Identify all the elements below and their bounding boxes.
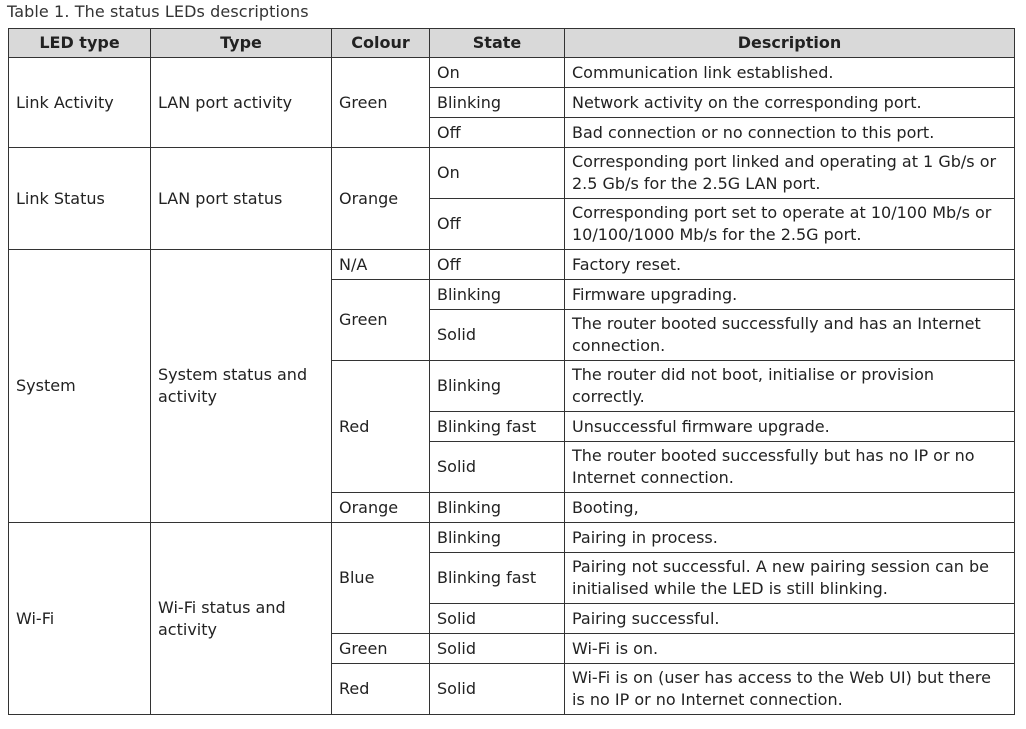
type-cell: System status and activity xyxy=(151,250,332,523)
colour-cell: Green xyxy=(332,280,430,361)
state-cell: Off xyxy=(430,250,565,280)
table-row xyxy=(9,58,1015,88)
description-cell: Factory reset. xyxy=(565,250,1015,280)
description-cell: Network activity on the corresponding port. xyxy=(565,88,1015,118)
description-cell: Pairing not successful. A new pairing session can be initialised while the LED is still blinking. xyxy=(565,553,1015,604)
led-type-cell: Link Activity xyxy=(9,58,151,148)
description-cell: Wi-Fi is on (user has access to the Web UI) but there is no IP or no Internet connection. xyxy=(565,664,1015,715)
led-type-cell: System xyxy=(9,250,151,523)
colour-cell: N/A xyxy=(332,250,430,280)
state-cell: Blinking xyxy=(430,493,565,523)
state-cell: Off xyxy=(430,199,565,250)
state-cell: On xyxy=(430,58,565,88)
led-type-cell: Wi-Fi xyxy=(9,523,151,715)
header-description: Description xyxy=(565,29,1015,58)
state-cell: Blinking xyxy=(430,280,565,310)
colour-cell: Red xyxy=(332,664,430,715)
header-type: Type xyxy=(151,29,332,58)
colour-cell: Green xyxy=(332,634,430,664)
colour-cell: Blue xyxy=(332,523,430,634)
state-cell: Blinking fast xyxy=(430,553,565,604)
description-cell: Firmware upgrading. xyxy=(565,280,1015,310)
table-row xyxy=(9,523,1015,553)
description-cell: Pairing in process. xyxy=(565,523,1015,553)
state-cell: Blinking xyxy=(430,361,565,412)
status-led-table xyxy=(8,28,1015,715)
state-cell: Solid xyxy=(430,442,565,493)
description-cell: Pairing successful. xyxy=(565,604,1015,634)
description-cell: Unsuccessful firmware upgrade. xyxy=(565,412,1015,442)
type-cell: LAN port activity xyxy=(151,58,332,148)
header-colour: Colour xyxy=(332,29,430,58)
state-cell: Solid xyxy=(430,634,565,664)
description-cell: The router booted successfully and has an Internet connection. xyxy=(565,310,1015,361)
state-cell: Off xyxy=(430,118,565,148)
description-cell: The router did not boot, initialise or provision correctly. xyxy=(565,361,1015,412)
state-cell: Solid xyxy=(430,664,565,715)
description-cell: The router booted successfully but has no IP or no Internet connection. xyxy=(565,442,1015,493)
colour-cell: Red xyxy=(332,361,430,493)
state-cell: Blinking fast xyxy=(430,412,565,442)
type-cell: LAN port status xyxy=(151,148,332,250)
description-cell: Wi-Fi is on. xyxy=(565,634,1015,664)
description-cell: Communication link established. xyxy=(565,58,1015,88)
colour-cell: Orange xyxy=(332,493,430,523)
description-cell: Booting, xyxy=(565,493,1015,523)
state-cell: Solid xyxy=(430,604,565,634)
state-cell: On xyxy=(430,148,565,199)
description-cell: Corresponding port linked and operating at 1 Gb/s or 2.5 Gb/s for the 2.5G LAN port. xyxy=(565,148,1015,199)
colour-cell: Green xyxy=(332,58,430,148)
header-state: State xyxy=(430,29,565,58)
state-cell: Solid xyxy=(430,310,565,361)
led-type-cell: Link Status xyxy=(9,148,151,250)
type-cell: Wi-Fi status and activity xyxy=(151,523,332,715)
state-cell: Blinking xyxy=(430,523,565,553)
header-led-type: LED type xyxy=(9,29,151,58)
table-row xyxy=(9,250,1015,280)
state-cell: Blinking xyxy=(430,88,565,118)
table-row xyxy=(9,148,1015,199)
description-cell: Bad connection or no connection to this port. xyxy=(565,118,1015,148)
table-caption: Table 1. The status LEDs descriptions xyxy=(7,2,309,21)
header-row xyxy=(9,29,1015,58)
description-cell: Corresponding port set to operate at 10/100 Mb/s or 10/100/1000 Mb/s for the 2.5G port. xyxy=(565,199,1015,250)
colour-cell: Orange xyxy=(332,148,430,250)
